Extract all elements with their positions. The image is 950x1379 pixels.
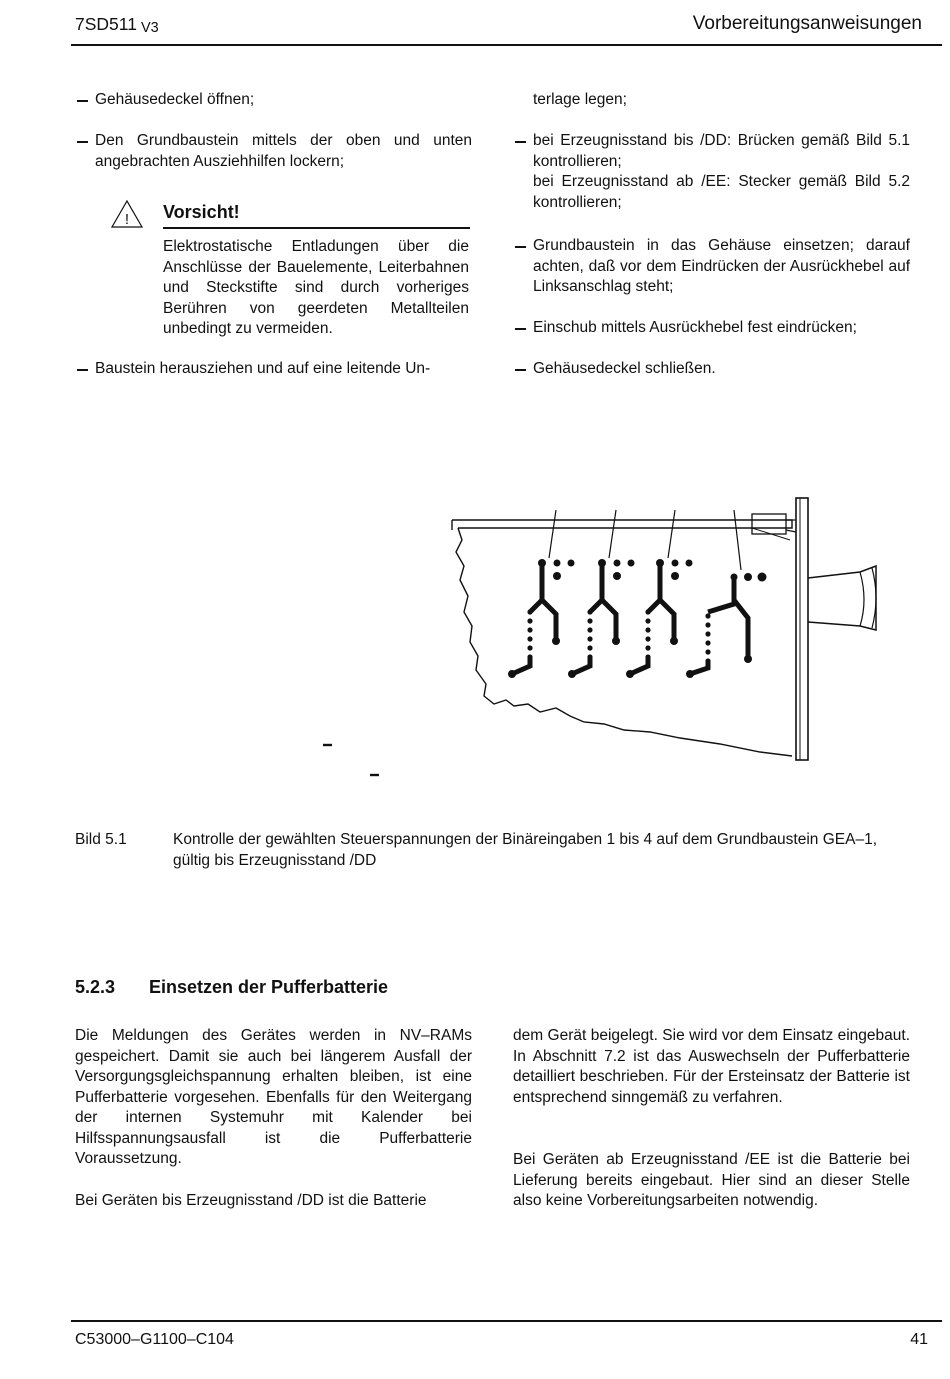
list-item [513,318,930,339]
list-item [513,131,910,213]
bullet-text: bei Erzeugnisstand bis /DD: Brücken gemäß Bild 5.1 kontrollieren; [533,132,910,170]
list-item [75,90,492,111]
bullet-text: Den Grundbaustein mittels der oben und unten angebrachten Ausziehhilfen lockern; [95,132,472,170]
figure-label: Bild 5.1 [75,831,127,848]
caution-title: Vorsicht! [163,202,240,222]
caution-rule [163,227,470,229]
jumper-group [508,559,575,678]
bullet-text: Einschub mittels Ausrückhebel fest eindrücken; [533,319,857,336]
paragraph: Bei Geräten ab Erzeugnisstand /EE ist die Batterie bei Lieferung bereits eingebaut. Hier sind an dieser Stelle also keine Vorbereitungsarbeiten notwendig. [513,1151,910,1209]
jumper-group [686,573,767,679]
doc-version: V3 [140,20,159,36]
continuation-text: terlage legen; [533,91,627,108]
doc-id: 7SD511 [75,14,137,34]
board-illustration [300,490,900,790]
bullet-text: Gehäusedeckel schließen. [533,360,716,377]
bullet-text: Baustein herausziehen und auf eine leitende Un- [95,360,431,377]
warning-triangle-icon [110,199,144,229]
section-title: Einsetzen der Pufferbatterie [149,977,389,997]
header-doc-id [75,14,159,37]
paragraph: dem Gerät beigelegt. Sie wird vor dem Einsatz eingebaut. In Abschnitt 7.2 ist das Auswechseln der Pufferbatterie detailliert beschrieben. Für der Ersteinsatz der Batterie ist entsprechend sinngemäß zu verfahren. [513,1027,910,1106]
svg-text:!: ! [124,211,130,228]
header-rule [71,44,942,46]
list-item [513,359,930,380]
paragraph: Bei Geräten bis Erzeugnisstand /DD ist die Batterie [75,1192,427,1209]
footer-order-number: C53000–G1100–C104 [75,1331,234,1348]
bullet-text: Grundbaustein in das Gehäuse einsetzen; darauf achten, daß vor dem Eindrücken der Ausrückhebel auf Linksanschlag steht; [533,237,910,295]
figure-caption: Kontrolle der gewählten Steuerspannungen der Binäreingaben 1 bis 4 auf dem Grundbaustein GEA–1, gültig bis Erzeugnisstand /DD [173,831,878,869]
list-item [75,359,492,380]
jumper-group [568,559,635,678]
caution-text: Elektrostatische Entladungen über die Anschlüsse der Bauelemente, Leiterbahnen und Steckstifte sind durch vorheriges Berühren von geerdeten Metallteilen unbedingt zu vermeiden. [163,238,469,337]
bullet-text: Gehäusedeckel öffnen; [95,91,255,108]
footer-rule [71,1320,942,1322]
section-number: 5.2.3 [75,977,116,997]
list-item [513,236,910,298]
page-number: 41 [910,1331,928,1348]
list-item [75,131,472,172]
jumper-group [626,559,693,678]
bullet-text: bei Erzeugnisstand ab /EE: Stecker gemäß Bild 5.2 kontrollieren; [533,173,910,211]
header-section-title: Vorbereitungsanweisungen [692,13,922,34]
paragraph: Die Meldungen des Gerätes werden in NV–RAMs gespeichert. Damit sie auch bei längerem Ausfall der Versorgungsgleichspannung erhalten bleiben, ist eine Pufferbatterie vorgesehen. Ebenfalls für den Weitergang der internen Systemuhr mit Kalender bei Hilfsspannungsausfall ist die Pufferbatterie Voraussetzung. [75,1027,472,1167]
